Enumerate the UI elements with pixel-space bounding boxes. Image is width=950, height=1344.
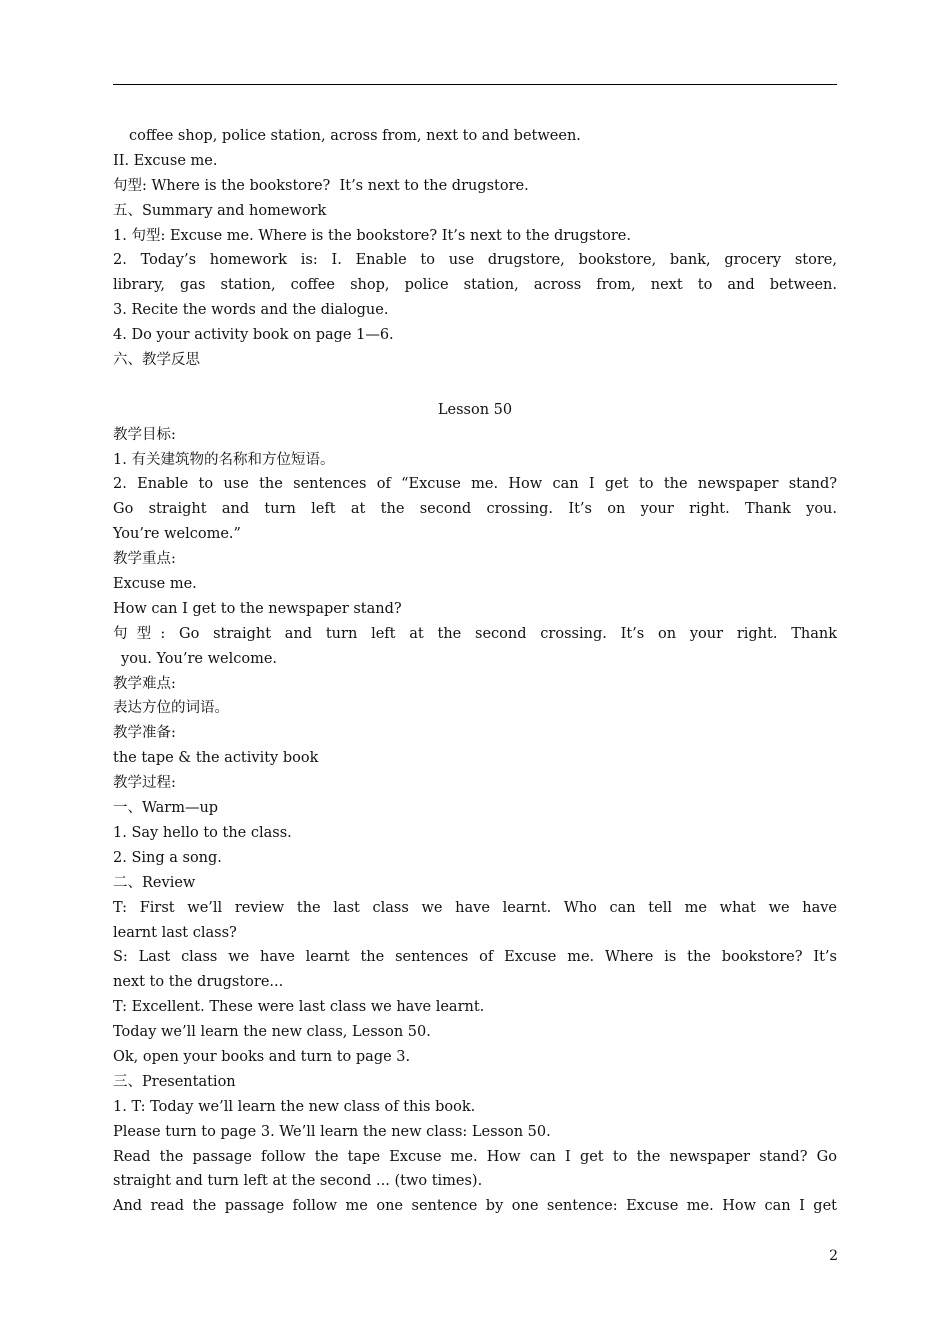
text-line: T: First we’ll review the last class we have learnt. Who can tell me what we have [113,899,837,916]
text-line: Go straight and turn left at the second crossing. It’s on your right. Thank you. [113,501,837,518]
section-heading: 教学难点: [113,675,176,692]
section-heading: 五、Summary and homework [113,202,327,219]
text-line: 1. Say hello to the class. [113,824,292,841]
text-line: How can I get to the newspaper stand? [113,600,402,617]
text-line: 4. Do your activity book on page 1—6. [113,327,394,344]
text-line: the tape & the activity book [113,750,319,767]
text-line: Read the passage follow the tape Excuse me. How can I get to the newspaper stand? Go [113,1148,837,1165]
text-line: Today we’ll learn the new class, Lesson 50. [113,1024,431,1041]
text-line: II. Excuse me. [113,152,218,169]
text-line: 1. T: Today we’ll learn the new class of this book. [113,1098,476,1115]
text-line: straight and turn left at the second ... (two times). [113,1173,483,1190]
text-line: And read the passage follow me one sentence by one sentence: Excuse me. How can I get [113,1198,837,1215]
text-line: S: Last class we have learnt the sentences of Excuse me. Where is the bookstore? It’s [113,949,837,966]
text-line: 2. Enable to use the sentences of “Excuse me. How can I get to the newspaper stand? [113,476,837,493]
text-line: 1. 句型: Excuse me. Where is the bookstore? It’s next to the drugstore. [113,227,631,244]
text-line: Excuse me. [113,576,197,593]
section-heading: 一、Warm—up [113,800,219,817]
section-heading: 教学目标: [113,426,176,443]
text-line: 3. Recite the words and the dialogue. [113,302,389,319]
section-heading: 三、Presentation [113,1073,236,1090]
text-line: library, gas station, coffee shop, police station, across from, next to and between. [113,277,837,294]
blank-line [113,373,837,398]
text-line: coffee shop, police station, across from, next to and between. [129,128,581,144]
section-heading: 教学准备: [113,725,176,742]
document-body [113,124,837,1219]
text-line: T: Excellent. These were last class we have learnt. [113,999,485,1016]
text-line: you. You’re welcome. [121,650,278,667]
text-line: 2. Sing a song. [113,849,222,866]
text-line: next to the drugstore... [113,974,284,991]
section-heading: 六、教学反思 [113,352,200,369]
header-rule [113,84,837,85]
section-heading: 二、Review [113,874,196,891]
text-line: 2. Today’s homework is: I. Enable to use drugstore, bookstore, bank, grocery store, [113,252,837,269]
page-number: 2 [829,1248,838,1264]
text-line: Please turn to page 3. We’ll learn the new class: Lesson 50. [113,1123,551,1140]
text-line: 1. 有关建筑物的名称和方位短语。 [113,451,335,468]
lesson-title: Lesson 50 [437,401,513,418]
text-line: 句型: Where is the bookstore? It’s next to the drugstore. [113,177,529,194]
text-line: Ok, open your books and turn to page 3. [113,1048,411,1065]
text-line: 表达方位的词语。 [113,700,229,717]
text-line: learnt last class? [113,924,237,941]
text-line: 句型: Go straight and turn left at the second crossing. It’s on your right. Thank [113,625,837,642]
section-heading: 教学过程: [113,775,176,792]
section-heading: 教学重点: [113,551,176,568]
text-line: You’re welcome.” [113,526,241,543]
